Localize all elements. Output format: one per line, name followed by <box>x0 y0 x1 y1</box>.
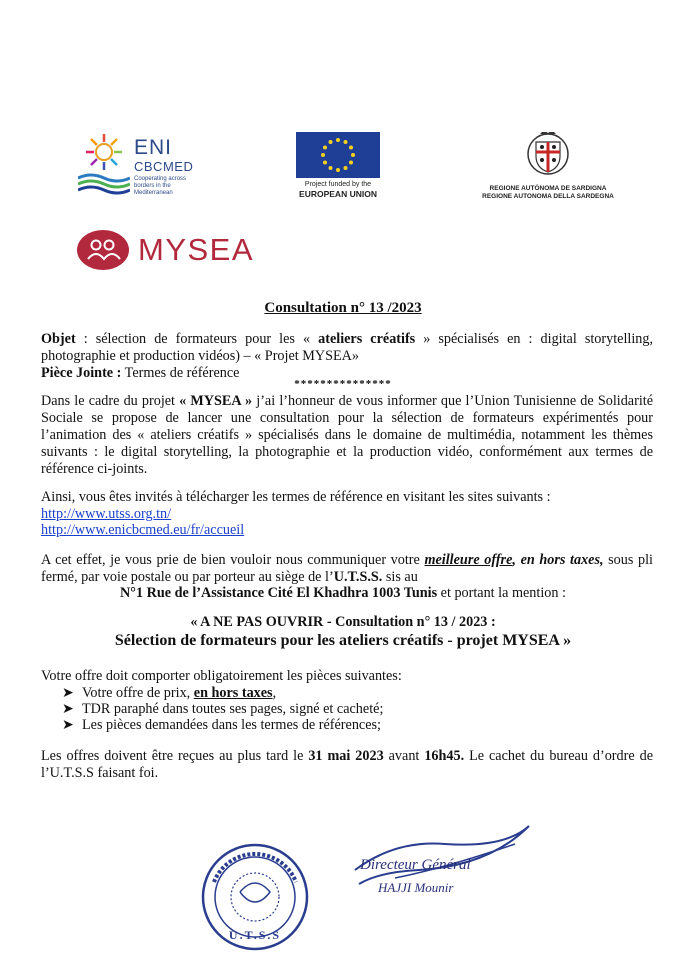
pieces-item-1-c: , <box>272 685 277 701</box>
consultation-heading: Consultation n° 13 /2023 <box>264 300 422 316</box>
link-enicbcmed-line <box>41 522 653 539</box>
closing-text-c: avant <box>383 748 425 764</box>
offer-utss: U.T.S.S. <box>333 569 383 585</box>
eu-caption: Project funded by the <box>304 181 372 188</box>
sardinia-crest-icon <box>478 132 618 180</box>
eu-flag-icon <box>296 132 380 178</box>
address-rest: et portant la mention : <box>437 585 566 601</box>
closing-time: 16h45. <box>424 748 465 764</box>
closing-text-e: Le cachet du bureau d’ordre de l’U.T.S.S faisant foi. <box>41 748 653 781</box>
signatory-title: Directeur Général <box>360 857 471 873</box>
objet-paragraph <box>41 331 653 365</box>
offer-comma: , <box>512 552 521 568</box>
eni-sun-icon <box>82 132 134 174</box>
link-enicbcmed[interactable]: http://www.enicbcmed.eu/fr/accueil <box>41 522 245 538</box>
sardinia-line1: REGIONE AUTÒNOMA DE SARDIGNA <box>489 185 607 192</box>
mention-line-2: Sélection de formateurs pour les ateliers créatifs - projet MYSEA » <box>114 632 572 649</box>
objet-text-2: » spécialisés en : digital storytelling, photographie et production vidéos) – « Projet MYSEA» <box>41 331 654 364</box>
sardinia-logo <box>478 132 618 204</box>
pieces-intro: Votre offre doit comporter obligatoirement les pièces suivantes: <box>41 668 402 684</box>
eu-logo <box>294 132 409 204</box>
pieces-item-3-text: Les pièces demandées dans les termes de références; <box>82 717 381 733</box>
eni-tagline: Cooperating across borders in the Mediterranean <box>134 176 187 196</box>
mysea-logo <box>76 228 276 272</box>
offer-text-g: sis au <box>382 569 418 585</box>
intro-paragraph <box>41 393 653 478</box>
offer-paragraph <box>41 552 653 586</box>
intro-project-name: « MYSEA » <box>179 393 253 409</box>
address-bold: N°1 Rue de l’Assistance Cité El Khadhra 1003 Tunis <box>120 585 438 601</box>
pieces-item-2 <box>62 701 383 718</box>
arrow-bullet-icon: ➤ <box>62 701 74 717</box>
link-utss[interactable]: http://www.utss.org.tn/ <box>41 506 172 522</box>
link-utss-line <box>41 506 653 523</box>
objet-label: Objet <box>41 331 76 347</box>
piece-jointe-label: Pièce Jointe : <box>41 365 122 381</box>
closing-date: 31 mai 2023 <box>308 748 384 764</box>
mysea-people-icon <box>76 228 130 272</box>
intro-text-c: j’ai l’honneur de vous informer que l’Union Tunisienne de Solidarité Sociale se propose de lancer une consultation pour la sélection de formateurs expérimentés pour l’animation des « ateliers créatifs » spécialisés dans le domaine de multimédia, notamment les thèmes suivants : le digital storytelling, la photographie et la production vidéo, conformément aux termes de référence ci-joints. <box>41 393 653 477</box>
intro-text-a: Dans le cadre du projet <box>41 393 180 409</box>
separator-stars: *************** <box>294 378 392 390</box>
piece-jointe-text: Termes de référence <box>121 365 240 381</box>
eni-cbcmed-logo <box>78 128 198 198</box>
offer-ht: en hors taxes, <box>520 552 604 568</box>
offer-text-a: A cet effet, je vous prie de bien vouloir nous communiquer votre <box>41 552 425 568</box>
signatory-name: HAJJI Mounir <box>378 880 454 895</box>
closing-text-a: Les offres doivent être reçues au plus tard le <box>41 748 309 764</box>
objet-text-1: : sélection de formateurs pour les « <box>75 331 319 347</box>
pieces-item-1 <box>62 685 276 702</box>
eni-waves-icon <box>78 172 130 196</box>
sardinia-line2: REGIONE AUTONOMA DELLA SARDEGNA <box>482 193 614 200</box>
pieces-item-1-a: Votre offre de prix, <box>82 685 194 701</box>
offer-text-e: sous pli fermé, par voie postale ou par porteur au siège de l’ <box>41 552 653 585</box>
mention-line-1: « A NE PAS OUVRIR - Consultation n° 13 / 2023 : <box>190 614 496 630</box>
pieces-item-1-b: en hors taxes <box>193 685 273 701</box>
pieces-item-3 <box>62 717 381 734</box>
eu-caption-bold: EUROPEAN UNION <box>299 189 377 199</box>
objet-bold: ateliers créatifs <box>318 331 416 347</box>
arrow-bullet-icon: ➤ <box>62 685 74 701</box>
official-stamp <box>200 842 310 952</box>
eni-subtitle: CBCMED <box>134 159 194 174</box>
closing-paragraph <box>41 748 653 782</box>
address-line <box>0 585 686 602</box>
eni-title: ENI <box>134 136 173 159</box>
pieces-item-2-text: TDR paraphé dans toutes ses pages, signé et cacheté; <box>82 701 384 717</box>
mysea-wordmark: MYSEA <box>138 232 255 267</box>
arrow-bullet-icon: ➤ <box>62 717 74 733</box>
offer-best: meilleure offre <box>424 552 513 568</box>
stamp-text: U.T.S.S <box>228 928 282 942</box>
download-paragraph: Ainsi, vous êtes invités à télécharger les termes de référence en visitant les sites suivants : <box>41 489 551 505</box>
